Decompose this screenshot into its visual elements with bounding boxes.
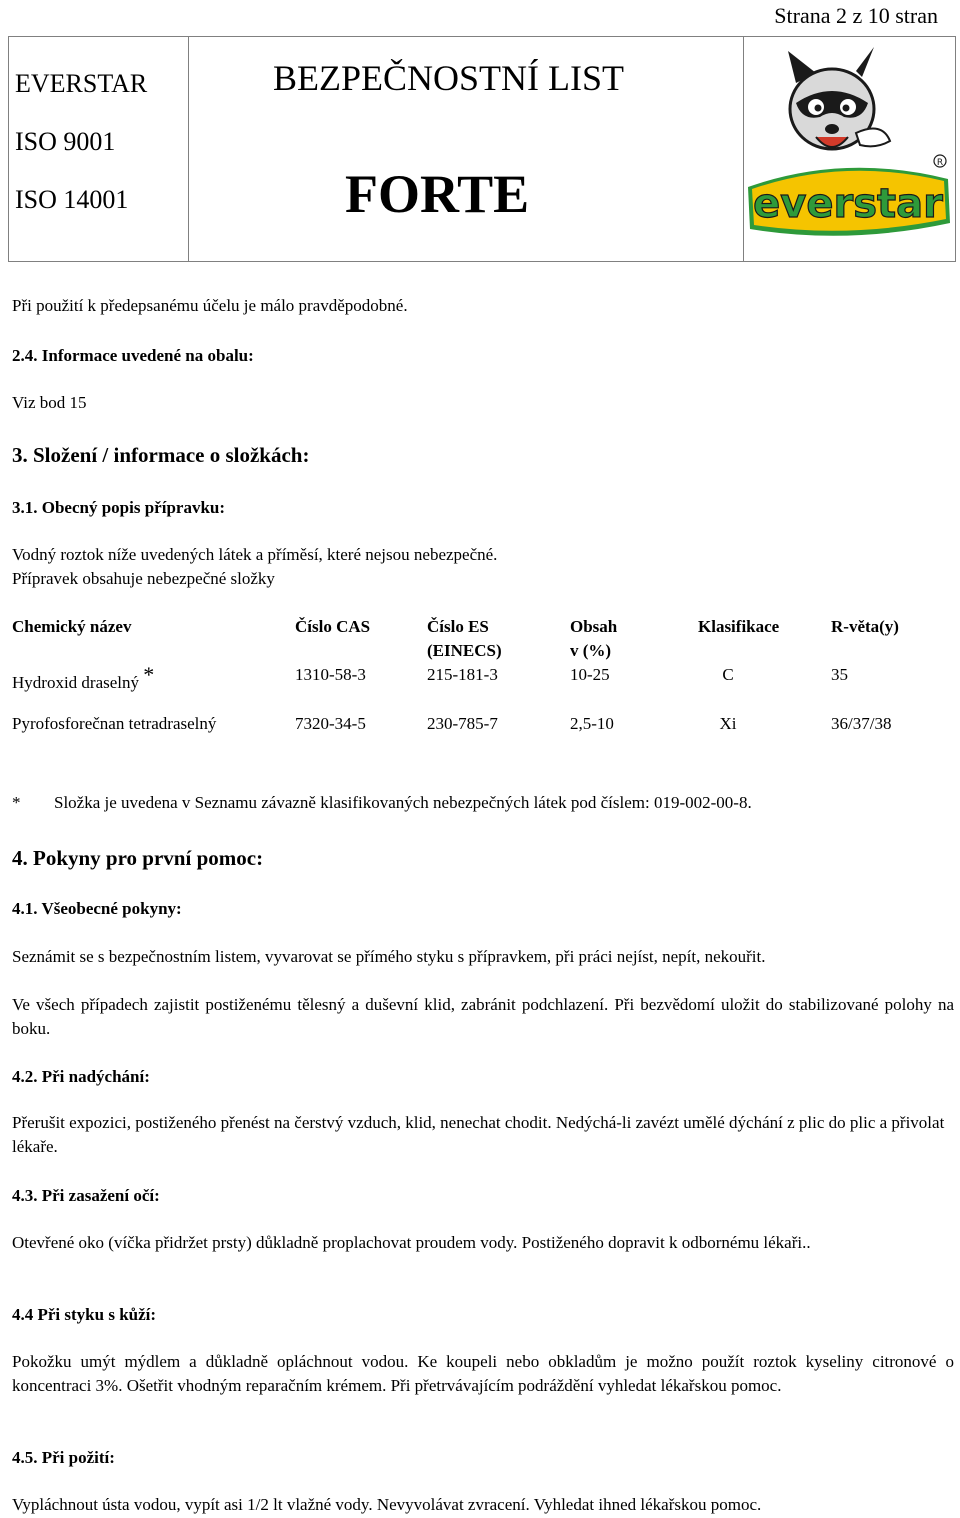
table-row-klasifikace: Xi xyxy=(719,714,737,733)
document-header xyxy=(8,36,956,262)
section-4-1-paragraph-a: Seznámit se s bezpečnostním listem, vyvarovat se přímého styku s přípravkem, při práci nejíst, nepít, nekouřit. xyxy=(12,947,766,966)
section-4-2-heading: 4.2. Při nadýchání: xyxy=(12,1067,150,1086)
col-header-r-veta: R-věta(y) xyxy=(831,617,899,636)
table-row-cas: 1310-58-3 xyxy=(295,665,366,684)
section-4-5-paragraph: Vypláchnout ústa vodou, vypít asi 1/2 lt vlažné vody. Nevyvolávat zvracení. Vyhledat ihned lékařskou pomoc. xyxy=(12,1495,762,1514)
iso-14001: ISO 14001 xyxy=(15,185,129,214)
section-4-3-heading: 4.3. Při zasažení očí: xyxy=(12,1186,160,1205)
col-header-obsah-sub: v (%) xyxy=(570,641,612,660)
table-row-r-veta: 35 xyxy=(831,665,848,684)
col-header-name: Chemický název xyxy=(12,617,132,636)
pripravek-text: Přípravek obsahuje nebezpečné složky xyxy=(12,569,275,588)
page-number: Strana 2 z 10 stran xyxy=(774,3,938,28)
viz-bod-text: Viz bod 15 xyxy=(12,393,87,412)
table-row-obsah: 10-25 xyxy=(570,665,610,684)
table-row-cas: 7320-34-5 xyxy=(295,714,366,733)
iso-9001: ISO 9001 xyxy=(15,127,116,156)
vodny-roztok-text: Vodný roztok níže uvedených látek a příměsí, které nejsou nebezpečné. xyxy=(12,545,498,564)
table-row-name: Pyrofosforečnan tetradraselný xyxy=(12,714,217,733)
col-header-obsah: Obsah xyxy=(570,617,618,636)
svg-text:R: R xyxy=(936,158,944,168)
table-row-name: Hydroxid draselný * xyxy=(12,662,155,692)
section-4-1-paragraph-b: Ve všech případech zajistit postiženému tělesný a duševní klid, zabránit podchlazení. Při bezvědomí uložit do stabilizované polohy na boku. xyxy=(12,995,954,1038)
section-4-4-heading: 4.4 Při styku s kůží: xyxy=(12,1305,157,1324)
section-4-3-paragraph: Otevřené oko (víčka přidržet prsty) důkladně proplachovat proudem vody. Postiženého dopravit k odbornému lékaři.. xyxy=(12,1233,811,1252)
footnote-mark: * xyxy=(12,793,21,812)
table-row-es: 230-785-7 xyxy=(427,714,498,733)
section-4-5-heading: 4.5. Při požití: xyxy=(12,1448,115,1467)
section-4-2-paragraph: Přerušit expozici, postiženého přenést na čerstvý vzduch, klid, nenechat chodit. Nedýchá-li zavézt umělé dýchání z plic do plic a přivolat lékaře. xyxy=(12,1113,945,1156)
col-header-es-sub: (EINECS) xyxy=(427,641,502,660)
company-name: EVERSTAR xyxy=(15,69,148,98)
section-4-1-heading: 4.1. Všeobecné pokyny: xyxy=(12,899,182,918)
section-3-1-heading: 3.1. Obecný popis přípravku: xyxy=(12,498,226,517)
section-4-heading: 4. Pokyny pro první pomoc: xyxy=(12,846,264,870)
table-row-r-veta: 36/37/38 xyxy=(831,714,892,733)
raccoon-mascot-icon xyxy=(788,47,890,149)
intro-paragraph: Při použití k předepsanému účelu je málo pravděpodobné. xyxy=(12,296,408,315)
company-cell xyxy=(9,37,189,261)
logo-cell xyxy=(744,37,956,261)
footnote-text: Složka je uvedena v Seznamu závazně klasifikovaných nebezpečných látek pod číslem: 019-002-00-8. xyxy=(54,793,752,812)
table-row-obsah: 2,5-10 xyxy=(570,714,614,733)
section-2-4-heading: 2.4. Informace uvedené na obalu: xyxy=(12,346,254,365)
col-header-klasifikace: Klasifikace xyxy=(698,617,780,636)
col-header-es: Číslo ES xyxy=(427,617,489,636)
col-header-cas: Číslo CAS xyxy=(295,617,371,636)
product-name: FORTE xyxy=(345,164,530,224)
document-type-title: BEZPEČNOSTNÍ LIST xyxy=(273,58,624,98)
section-3-heading: 3. Složení / informace o složkách: xyxy=(12,443,310,467)
section-4-4-paragraph: Pokožku umýt mýdlem a důkladně opláchnout vodou. Ke koupeli nebo obkladům je možno použít roztok kyseliny citronové o koncentraci 3%. Ošetřit vhodným reparačním krémem. Při přetrvávajícím podráždění vyhledat lékařskou pomoc. xyxy=(12,1352,954,1395)
table-row-klasifikace: C xyxy=(722,665,734,684)
table-row-es: 215-181-3 xyxy=(427,665,498,684)
everstar-wordmark-icon xyxy=(748,155,950,236)
everstar-logo xyxy=(744,37,956,261)
title-cell xyxy=(189,37,744,261)
svg-text:everstar: everstar xyxy=(753,181,943,227)
